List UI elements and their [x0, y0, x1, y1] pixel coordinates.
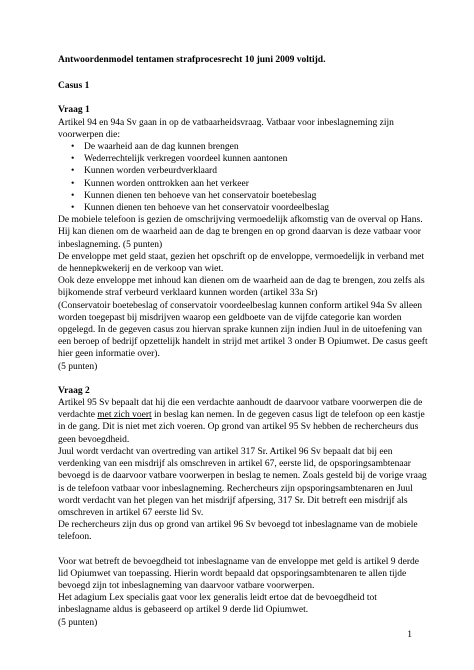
- paragraph: Ook deze enveloppe met inhoud kan dienen om de waarheid aan de dag te brengen, zou zelfs als bijkomende straf verbeurd verklaard kunnen worden (artikel 33a Sr): [58, 276, 425, 299]
- paragraph: Voor wat betreft de bevoegdheid tot inbeslagname van de enveloppe met geld is artikel 9 derde lid Opiumwet van toepassing. Hierin wordt bepaald dat opsporingsambtenaren te allen tijde bevoegd zijn tot inbeslagneming van daarvoor vatbare voorwerpen.: [58, 556, 419, 591]
- paragraph: De enveloppe met geld staat, gezien het opschrift op de enveloppe, vermoedelijk in verband met de hennepkwekerij en de verkoop van wiet.: [58, 251, 425, 275]
- page-number: 1: [407, 630, 412, 640]
- question-1-heading: Vraag 1: [58, 105, 90, 116]
- list-item: • Kunnen worden verbeurdverklaard: [71, 166, 217, 177]
- list-item: • Kunnen worden onttrokken aan het verkeer: [71, 178, 249, 189]
- bullet-icon: •: [71, 142, 75, 153]
- bullet-icon: •: [71, 203, 75, 214]
- paragraph: Artikel 95 Sv bepaalt dat hij die een verdachte aanhoudt de daarvoor vatbare voorwerpen die de verdachte met zich voert in beslag kan nemen. In de gegeven casus ligt de telefoon op een kastje in de gang. Dit is niet met zich voeren. Op grond van artikel 95 Sv hebben de rechercheurs dus geen bevoegdheid.: [58, 398, 425, 445]
- paragraph: Het adagium Lex specialis gaat voor lex generalis leidt ertoe dat de bevoegdheid tot inbeslagname aldus is gebaseerd op artikel 9 derde lid Opiumwet.: [58, 593, 377, 616]
- question-1-intro: Artikel 94 en 94a Sv gaan in op de vatbaarheidsvraag. Vatbaar voor inbeslagneming zijn voorwerpen die:: [58, 117, 394, 140]
- document-body: [58, 54, 430, 629]
- points-label: (5 punten): [58, 361, 98, 372]
- document-title: Antwoordenmodel tentamen strafprocesrecht 10 juni 2009 voltijd.: [58, 55, 326, 65]
- paragraph-spacer: [58, 544, 430, 556]
- list-item: • Wederrechtelijk verkregen voordeel kunnen aantonen: [71, 154, 288, 165]
- points-label: (5 punten): [58, 617, 98, 628]
- question-2-heading: Vraag 2: [58, 385, 90, 396]
- underlined-phrase: met zich voert: [97, 410, 152, 421]
- bullet-icon: •: [71, 178, 75, 189]
- case-heading: Casus 1: [58, 81, 90, 92]
- question-2: [58, 385, 430, 629]
- question-1: [58, 104, 430, 372]
- bullet-icon: •: [71, 154, 75, 165]
- paragraph: (Conservatoir boetebeslag of conservatoir voordeelbeslag kunnen conform artikel 94a Sv alleen worden toegepast bij misdrijven waarop een geldboete van de vijfde categorie kan worden opgelegd. In de gegeven casus zou hiervan sprake kunnen zijn indien Juul in de uitoefening van een beroep of bedrijf opzettelijk handelt in strijd met artikel 3 onder B Opiumwet. De casus geeft hier geen informatie over).: [58, 300, 428, 360]
- list-item: • Kunnen dienen ten behoeve van het conservatoir voordeelbeslag: [71, 203, 330, 214]
- paragraph: De rechercheurs zijn dus op grond van artikel 96 Sv bevoegd tot inbeslagname van de mobiele telefoon.: [58, 520, 418, 543]
- list-item: • Kunnen dienen ten behoeve van het conservatoir boetebeslag: [71, 190, 317, 201]
- list-item: • De waarheid aan de dag kunnen brengen: [71, 142, 239, 153]
- bullet-icon: •: [71, 166, 75, 177]
- seizure-criteria-list: [58, 141, 430, 214]
- bullet-icon: •: [71, 190, 75, 201]
- paragraph: De mobiele telefoon is gezien de omschrijving vermoedelijk afkomstig van de overval op Hans. Hij kan dienen om de waarheid aan de dag te brengen en op grond daarvan is deze vatbaar voor inbeslagneming. (5 punten): [58, 215, 423, 250]
- paragraph: Juul wordt verdacht van overtreding van artikel 317 Sr. Artikel 96 Sv bepaalt dat bij een verdenking van een misdrijf als omschreven in artikel 67, eerste lid, de opsporingsambtenaar bevoegd is de daarvoor vatbare voorwerpen in beslag te nemen. Zoals gesteld bij de vorige vraag is de telefoon vatbaar voor inbeslagneming. Rechercheurs zijn opsporingsambtenaren en Juul wordt verdacht van het plegen van het misdrijf afpersing, 317 Sr. Dit betreft een misdrijf als omschreven in artikel 67 eerste lid Sv.: [58, 446, 427, 518]
